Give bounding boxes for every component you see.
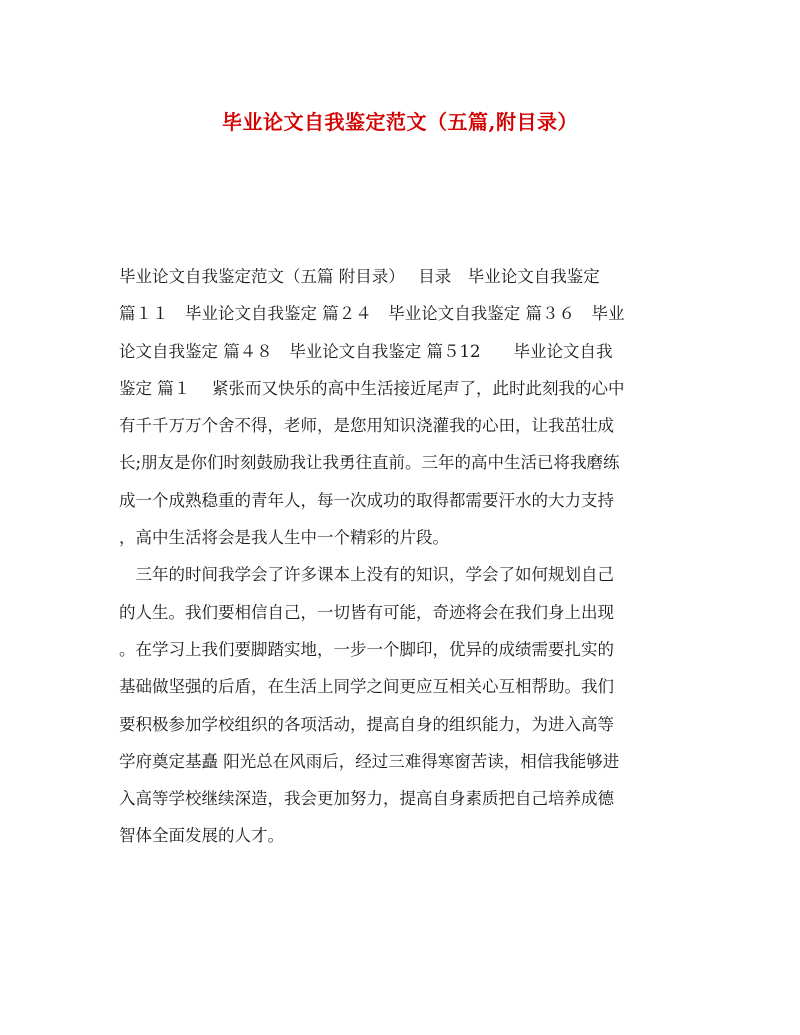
body-line: 要积极参加学校组织的各项活动，提高自身的组织能力，为进入高等: [119, 714, 614, 734]
body-line: 三年的时间我学会了许多课本上没有的知识，学会了如何规划自己: [119, 565, 614, 585]
body-line: 智体全面发展的人才。: [119, 826, 284, 846]
document-body: [119, 258, 685, 855]
body-line: ，高中生活将会是我人生中一个精彩的片段。: [119, 528, 449, 548]
body-line: 的人生。我们要相信自己，一切皆有可能，奇迹将会在我们身上出现: [119, 602, 614, 622]
body-line: 鉴定 篇１ 紧张而又快乐的高中生活接近尾声了，此时此刻我的心中: [119, 378, 625, 398]
body-line: 学府奠定基矗 阳光总在风雨后，经过三难得寒窗苦读，相信我能够进: [119, 751, 620, 771]
body-line: 论文自我鉴定 篇４８ 毕业论文自我鉴定 篇５12 毕业论文自我: [119, 341, 613, 361]
body-line: 毕业论文自我鉴定范文（五篇 附目录） 目录 毕业论文自我鉴定: [119, 267, 600, 286]
body-line: 篇１１ 毕业论文自我鉴定 篇２４ 毕业论文自我鉴定 篇３６ 毕业: [119, 304, 625, 324]
body-line: 基础做坚强的后盾，在生活上同学之间更应互相关心互相帮助。我们: [119, 677, 614, 697]
body-line: 长;朋友是你们时刻鼓励我让我勇往直前。三年的高中生活已将我磨练: [119, 453, 620, 473]
document-title: 毕业论文自我鉴定范文（五篇,附目录）: [222, 110, 578, 134]
body-line: 。在学习上我们要脚踏实地，一步一个脚印，优异的成绩需要扎实的: [119, 639, 614, 659]
body-line: 入高等学校继续深造，我会更加努力，提高自身素质把自己培养成德: [119, 789, 614, 809]
body-line: 有千千万万个舍不得，老师，是您用知识浇灌我的心田，让我茁壮成: [119, 416, 614, 436]
body-line: 成一个成熟稳重的青年人，每一次成功的取得都需要汗水的大力支持: [119, 490, 614, 510]
